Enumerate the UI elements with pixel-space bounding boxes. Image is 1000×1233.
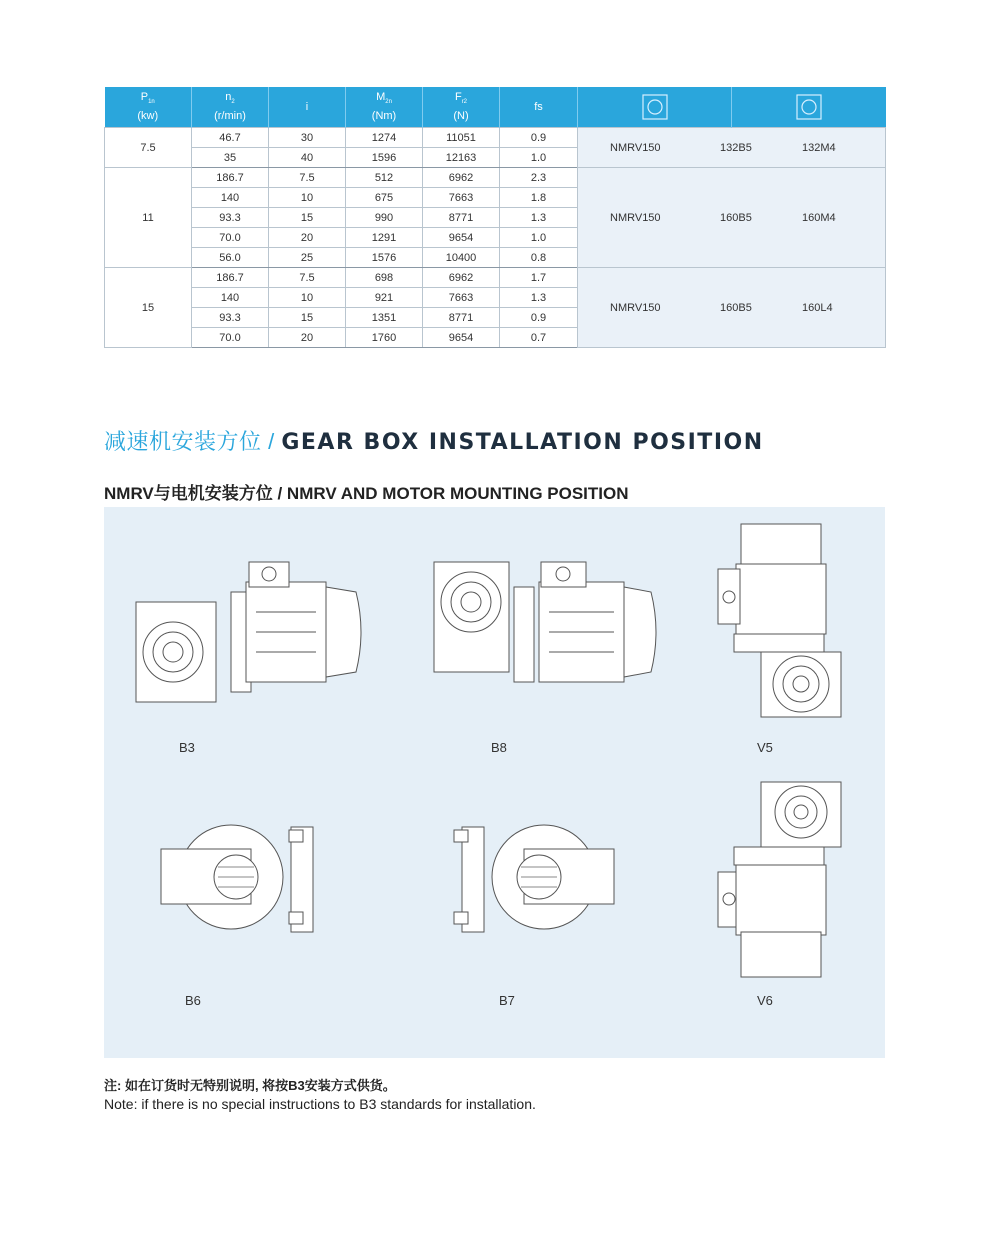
table-cell: 140 <box>192 288 269 308</box>
table-cell: 1760 <box>346 328 423 348</box>
table-cell: 1.3 <box>500 208 578 228</box>
table-cell: 20 <box>269 328 346 348</box>
model-cell <box>578 168 886 268</box>
table-cell: 0.9 <box>500 308 578 328</box>
table-cell: 1.8 <box>500 188 578 208</box>
header-cell <box>105 87 192 128</box>
table-row <box>105 168 886 188</box>
label-b7: B7 <box>499 993 515 1008</box>
header-symbol: fs <box>534 100 543 113</box>
table-cell: 15 <box>269 308 346 328</box>
model-model: NMRV150 <box>610 211 661 224</box>
model-cell <box>578 268 886 348</box>
header-unit: (N) <box>453 109 469 122</box>
table-cell: 1351 <box>346 308 423 328</box>
table-cell: 70.0 <box>192 228 269 248</box>
table-cell: 1.0 <box>500 148 578 168</box>
header-cell <box>346 87 423 128</box>
header-unit: (r/min) <box>214 109 246 122</box>
table-cell: 2.3 <box>500 168 578 188</box>
table-cell: 6962 <box>423 168 500 188</box>
model-motor: 160L4 <box>802 301 833 314</box>
header-cell <box>192 87 269 128</box>
header-symbol: $M_{2n}$ <box>376 91 392 106</box>
spec-table <box>104 87 886 348</box>
table-cell: 0.9 <box>500 128 578 148</box>
note-en: Note: if there is no special instructions to B3 standards for installation. <box>104 1096 536 1112</box>
section-title-cn: 减速机安装方位 / <box>104 429 282 454</box>
table-cell: 15 <box>269 208 346 228</box>
table-cell: 1.3 <box>500 288 578 308</box>
model-model: NMRV150 <box>610 141 661 154</box>
mounting-positions-panel <box>104 507 885 1058</box>
model-motor: 160M4 <box>802 211 836 224</box>
model-motor: 132M4 <box>802 141 836 154</box>
table-cell: 1596 <box>346 148 423 168</box>
table-cell: 1.7 <box>500 268 578 288</box>
table-cell: 7663 <box>423 188 500 208</box>
table-cell: 1.0 <box>500 228 578 248</box>
table-cell: 70.0 <box>192 328 269 348</box>
table-cell: 140 <box>192 188 269 208</box>
motor-view-icon <box>732 87 886 128</box>
gearbox-view-icon <box>578 87 732 128</box>
header-symbol: $F_{r2}$ <box>454 91 468 106</box>
table-cell: 20 <box>269 228 346 248</box>
table-row <box>105 128 886 148</box>
header-symbol: $P_{1n}$ <box>140 91 155 106</box>
model-flange: 160B5 <box>720 301 752 314</box>
table-cell: 1274 <box>346 128 423 148</box>
table-cell: 1576 <box>346 248 423 268</box>
table-cell: 8771 <box>423 308 500 328</box>
table-cell: 46.7 <box>192 128 269 148</box>
table-cell: 35 <box>192 148 269 168</box>
header-unit: (kw) <box>137 109 159 122</box>
table-cell: 7663 <box>423 288 500 308</box>
section-title <box>104 425 764 456</box>
label-v5: V5 <box>757 740 773 755</box>
table-cell: 921 <box>346 288 423 308</box>
b8-diagram <box>429 552 669 692</box>
power-cell: 15 <box>105 268 192 348</box>
table-cell: 1291 <box>346 228 423 248</box>
table-cell: 10400 <box>423 248 500 268</box>
label-b8: B8 <box>491 740 507 755</box>
table-cell: 11051 <box>423 128 500 148</box>
table-cell: 7.5 <box>269 268 346 288</box>
table-cell: 12163 <box>423 148 500 168</box>
model-cell <box>578 128 886 168</box>
model-flange: 160B5 <box>720 211 752 224</box>
table-cell: 56.0 <box>192 248 269 268</box>
table-cell: 93.3 <box>192 208 269 228</box>
table-cell: 40 <box>269 148 346 168</box>
table-cell: 990 <box>346 208 423 228</box>
installation-note <box>104 1076 536 1114</box>
table-cell: 6962 <box>423 268 500 288</box>
model-flange: 132B5 <box>720 141 752 154</box>
power-cell: 7.5 <box>105 128 192 168</box>
table-cell: 93.3 <box>192 308 269 328</box>
v6-diagram <box>716 777 856 982</box>
b6-diagram <box>156 822 331 937</box>
table-cell: 25 <box>269 248 346 268</box>
table-cell: 8771 <box>423 208 500 228</box>
table-cell: 0.8 <box>500 248 578 268</box>
v5-diagram <box>716 519 856 719</box>
label-v6: V6 <box>757 993 773 1008</box>
power-cell: 11 <box>105 168 192 268</box>
table-cell: 7.5 <box>269 168 346 188</box>
model-model: NMRV150 <box>610 301 661 314</box>
table-cell: 186.7 <box>192 168 269 188</box>
table-cell: 698 <box>346 268 423 288</box>
b7-diagram <box>444 822 619 937</box>
table-cell: 10 <box>269 188 346 208</box>
table-row <box>105 268 886 288</box>
header-cell <box>269 87 346 128</box>
table-cell: 186.7 <box>192 268 269 288</box>
table-cell: 30 <box>269 128 346 148</box>
table-cell: 10 <box>269 288 346 308</box>
table-cell: 9654 <box>423 228 500 248</box>
label-b6: B6 <box>185 993 201 1008</box>
header-cell <box>500 87 578 128</box>
table-cell: 675 <box>346 188 423 208</box>
header-symbol: i <box>305 100 309 113</box>
header-unit: (Nm) <box>371 109 397 122</box>
table-header-row <box>105 87 886 128</box>
header-symbol: $n_2$ <box>225 91 235 106</box>
section-title-en: GEAR BOX INSTALLATION POSITION <box>281 430 764 455</box>
section-subtitle: NMRV与电机安装方位 / NMRV AND MOTOR MOUNTING POSITION <box>104 484 629 503</box>
table-cell: 512 <box>346 168 423 188</box>
note-cn: 注: 如在订货时无特别说明, 将按B3安装方式供货。 <box>104 1078 396 1093</box>
table-cell: 0.7 <box>500 328 578 348</box>
label-b3: B3 <box>179 740 195 755</box>
b3-diagram <box>131 552 371 712</box>
table-cell: 9654 <box>423 328 500 348</box>
header-cell <box>423 87 500 128</box>
